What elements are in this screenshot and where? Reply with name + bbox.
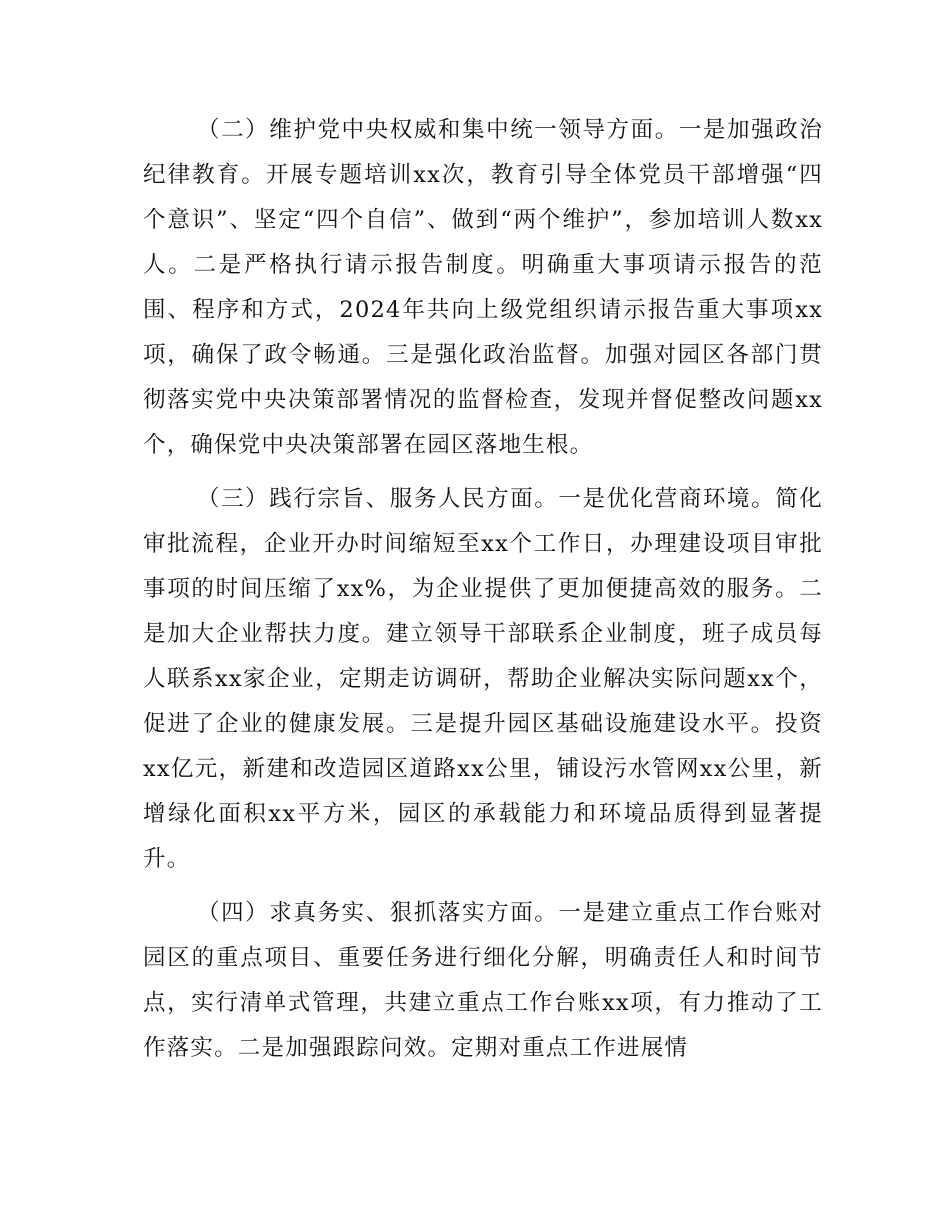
paragraph-section-4: （四）求真务实、狠抓落实方面。一是建立重点工作台账对园区的重点项目、重要任务进行细化分解，明确责任人和时间节点，实行清单式管理，共建立重点工作台账xx项，有力推动了工作落实。二是加强跟踪问效。定期对重点工作进展情 [143,900,823,1061]
paragraph-section-3: （三）践行宗旨、服务人民方面。一是优化营商环境。简化审批流程，企业开办时间缩短至xx个工作日，办理建设项目审批事项的时间压缩了xx%，为企业提供了更加便捷高效的服务。二是加大企业帮扶力度。建立领导干部联系企业制度，班子成员每人联系xx家企业，定期走访调研，帮助企业解决实际问题xx个，促进了企业的健康发展。三是提升园区基础设施建设水平。投资xx亿元，新建和改造园区道路xx公里，铺设污水管网xx公里，新增绿化面积xx平方米，园区的承载能力和环境品质得到显著提升。 [143,486,823,872]
paragraph-section-2: （二）维护党中央权威和集中统一领导方面。一是加强政治纪律教育。开展专题培训xx次，教育引导全体党员干部增强“四个意识”、坚定“四个自信”、做到“两个维护”，参加培训人数xx人。二是严格执行请示报告制度。明确重大事项请示报告的范围、程序和方式，2024年共向上级党组织请示报告重大事项xx项，确保了政令畅通。三是强化政治监督。加强对园区各部门贯彻落实党中央决策部署情况的监督检查，发现并督促整改问题xx个，确保党中央决策部署在园区落地生根。 [143,117,823,458]
document-body [143,108,823,1071]
